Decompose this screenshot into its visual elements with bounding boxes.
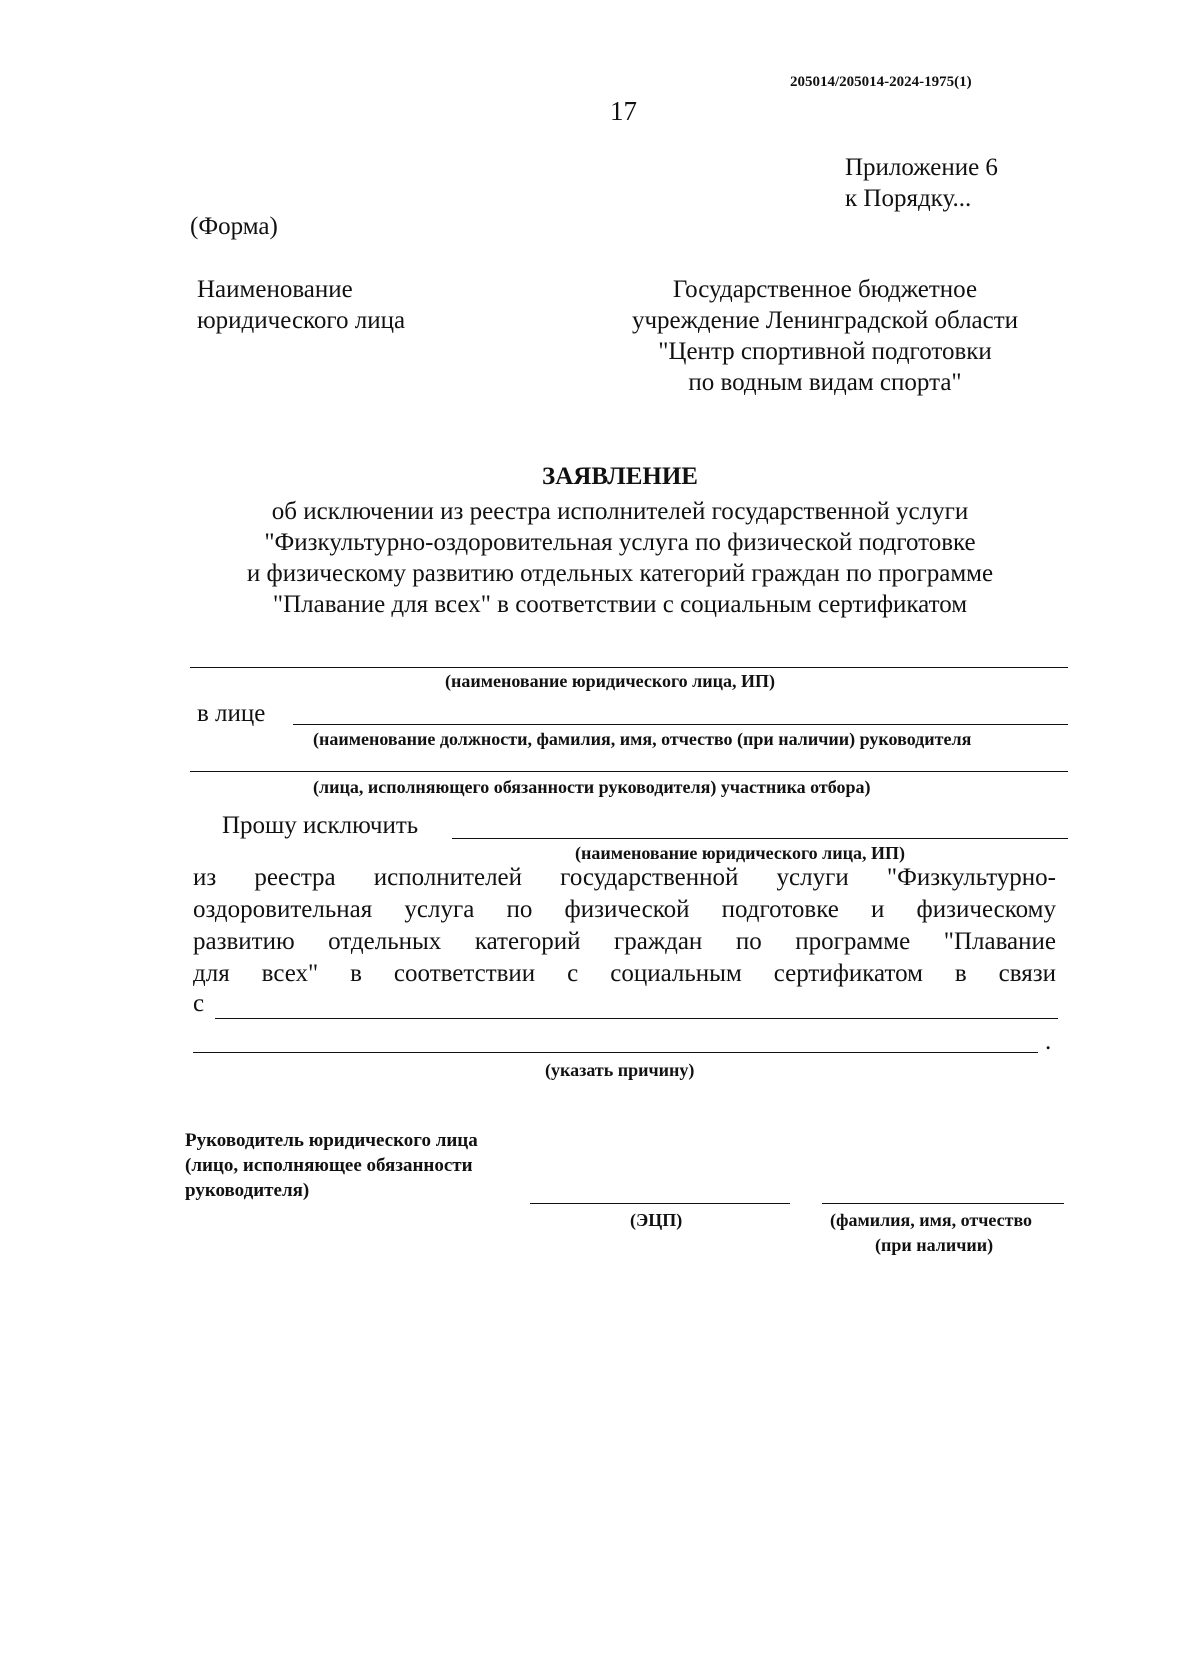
ecp-signature-line[interactable]	[530, 1203, 790, 1204]
acting-field-line[interactable]	[190, 771, 1068, 772]
signatory-label	[185, 1128, 478, 1203]
signatory-line: руководителя)	[185, 1180, 310, 1201]
position-caption: (наименование должности, фамилия, имя, отчество (при наличии) руководителя	[313, 729, 972, 749]
subtitle-line: и физическому развитию отдельных категорий граждан по программе	[246, 560, 994, 587]
document-title: ЗАЯВЛЕНИЕ	[542, 463, 698, 490]
form-label: (Форма)	[190, 213, 278, 240]
ecp-caption: (ЭЦП)	[630, 1210, 683, 1230]
full-name-caption-1: (фамилия, имя, отчество	[830, 1210, 1033, 1230]
recipient-block	[595, 274, 1055, 398]
body-paragraph	[193, 862, 1056, 990]
recipient-line: по водным видам спорта"	[688, 369, 962, 396]
entity-name-field-line[interactable]	[190, 667, 1068, 668]
entity-label-line-2: юридического лица	[197, 307, 406, 334]
document-id: 205014/205014-2024-1975(1)	[790, 74, 972, 90]
reason-period: .	[1045, 1028, 1052, 1055]
full-name-caption-2: (при наличии)	[875, 1235, 994, 1255]
document-subtitle	[120, 496, 1120, 620]
request-label: Прошу исключить	[222, 812, 419, 839]
body-line: развитию отдельных категорий граждан по программе "Плавание	[193, 928, 1056, 955]
acting-caption: (лица, исполняющего обязанности руководителя) участника отбора)	[313, 777, 871, 797]
reason-field-line-1[interactable]	[215, 1018, 1058, 1019]
body-line: для всех" в соответствии с социальным сертификатом в связи	[193, 960, 1056, 987]
full-name-line[interactable]	[822, 1203, 1064, 1204]
subtitle-line: "Физкультурно-оздоровительная услуга по физической подготовке	[264, 529, 976, 556]
subtitle-line: "Плавание для всех" в соответствии с социальным сертификатом	[272, 591, 968, 618]
body-line: оздоровительная услуга по физической подготовке и физическому	[193, 896, 1056, 923]
with-label: с	[193, 990, 205, 1017]
entity-name-label	[197, 274, 405, 336]
recipient-line: "Центр спортивной подготовки	[658, 338, 992, 365]
entity-name-caption: (наименование юридического лица, ИП)	[445, 671, 776, 691]
request-entity-caption: (наименование юридического лица, ИП)	[575, 843, 906, 863]
recipient-line: Государственное бюджетное	[672, 276, 978, 303]
recipient-line: учреждение Ленинградской области	[631, 307, 1019, 334]
signatory-line: Руководитель юридического лица	[185, 1130, 478, 1151]
appendix-note	[845, 152, 998, 214]
request-entity-field-line[interactable]	[452, 838, 1068, 839]
appendix-line-2: к Порядку...	[845, 185, 972, 212]
position-field-line[interactable]	[293, 724, 1068, 725]
entity-label-line-1: Наименование	[197, 276, 353, 303]
reason-caption: (указать причину)	[545, 1060, 695, 1080]
body-line: из реестра исполнителей государственной услуги "Физкультурно-	[193, 864, 1056, 891]
reason-field-line-2[interactable]	[193, 1052, 1038, 1053]
signatory-line: (лицо, исполняющее обязанности	[185, 1155, 473, 1176]
page-number: 17	[610, 96, 637, 126]
appendix-line-1: Приложение 6	[845, 154, 998, 181]
subtitle-line: об исключении из реестра исполнителей государственной услуги	[271, 498, 969, 525]
in-person-label: в лице	[197, 700, 266, 727]
